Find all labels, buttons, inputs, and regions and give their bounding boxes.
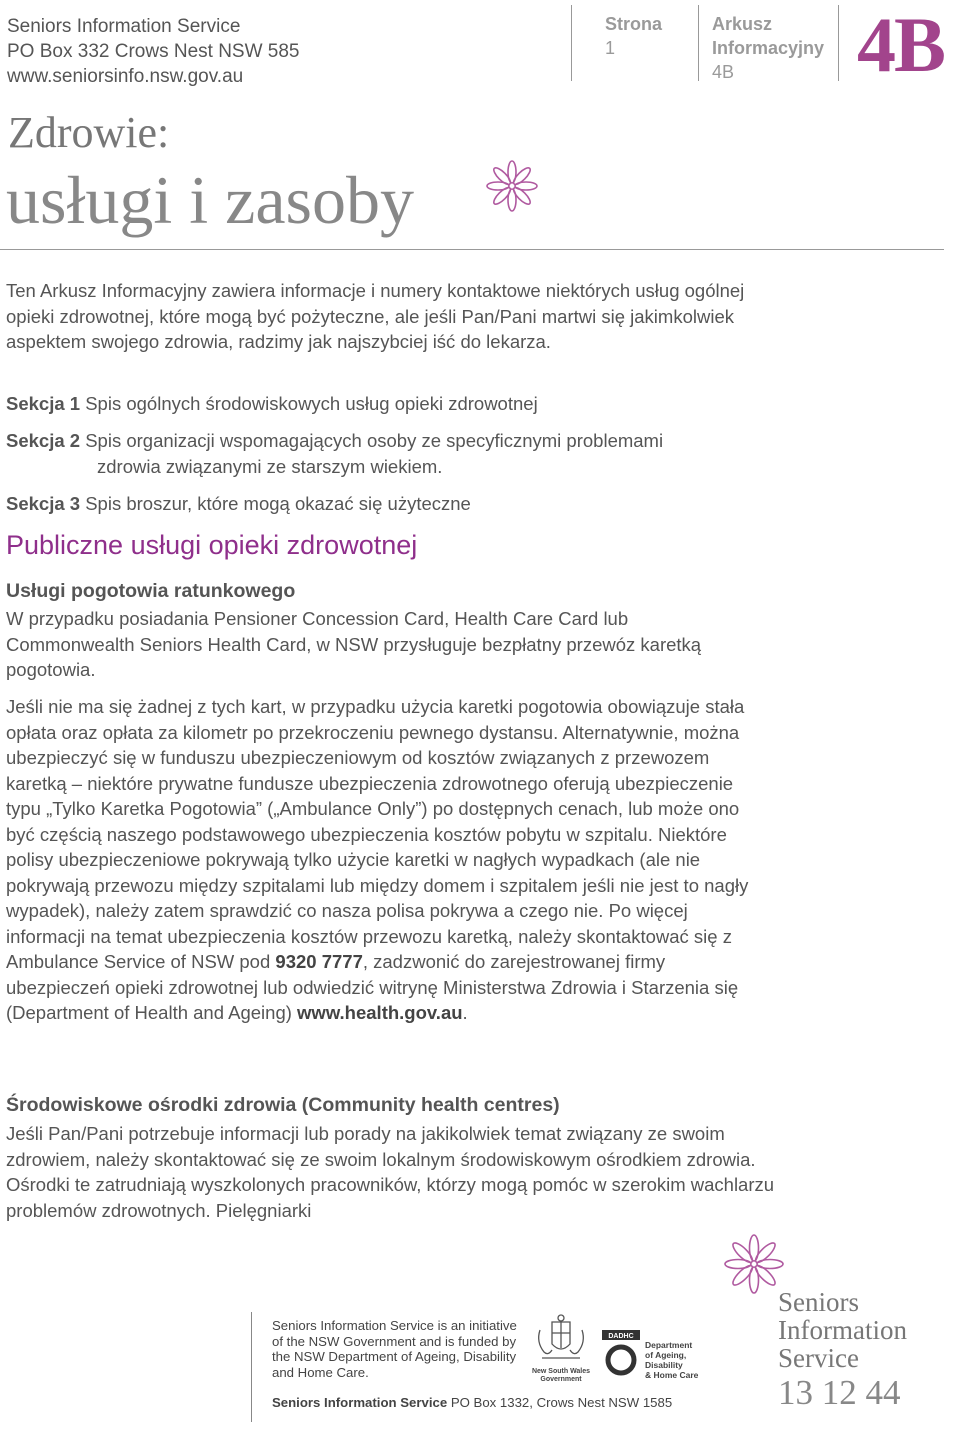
sis-flower-logo-icon [722, 1232, 786, 1296]
dadhc-line: & Home Care [645, 1370, 699, 1380]
footer-address-org: Seniors Information Service [272, 1395, 448, 1410]
page-indicator [605, 12, 662, 60]
org-address: PO Box 332 Crows Nest NSW 585 [7, 41, 300, 62]
sheet-label-2: Informacyjny [712, 38, 825, 58]
footer-initiative: Seniors Information Service is an initiative of the NSW Government and is funded by the NSW Department of Ageing, Disability and Home Care. [272, 1318, 517, 1380]
header-divider [698, 5, 699, 81]
title-rule [0, 249, 944, 250]
health-website-link[interactable]: www.health.gov.au [297, 1002, 463, 1023]
dadhc-name [645, 1340, 698, 1380]
ambulance-text-c: . [462, 1002, 468, 1023]
ambulance-phone: 9320 7777 [275, 951, 363, 972]
section-label: Sekcja 1 [6, 393, 81, 414]
section-item [6, 428, 663, 479]
section-text: Spis organizacji wspomagających osoby ze specyficznymi problemami [85, 430, 664, 451]
ambulance-paragraph-2 [6, 694, 766, 1026]
page-number: 1 [605, 38, 616, 58]
dadhc-line: Disability [645, 1360, 683, 1370]
section-label: Sekcja 3 [6, 493, 81, 514]
sheet-code: 4B [712, 62, 735, 82]
community-heading: Środowiskowe ośrodki zdrowia (Community health centres) [6, 1094, 560, 1116]
page-title-line1: Zdrowie: [8, 108, 170, 157]
dadhc-line: of Ageing, [645, 1350, 687, 1360]
dadhc-logo-icon [600, 1330, 642, 1380]
dadhc-line: Department [645, 1340, 693, 1350]
org-website[interactable]: www.seniorsinfo.nsw.gov.au [7, 66, 244, 87]
nsw-coat-of-arms-icon [530, 1312, 592, 1368]
ambulance-text-b: , zadzwonić do zarejestrowanej firmy ubezpieczeń opieki zdrowotnej lub odwiedzić witrynę Ministerstwa Zdrowia i Starzenia się (Department of Health and Ageing) [6, 951, 739, 1023]
section-text-continued: zdrowia związanymi ze starszym wiekiem. [97, 455, 443, 477]
sheet-code-large: 4B [857, 1, 945, 88]
section-text: Spis ogólnych środowiskowych usług opieki zdrowotnej [85, 393, 538, 414]
org-name: Seniors Information Service [7, 16, 241, 37]
section-text: Spis broszur, które mogą okazać się użyteczne [85, 493, 471, 514]
ambulance-paragraph-1: W przypadku posiadania Pensioner Concession Card, Health Care Card lub Commonwealth Seniors Health Card, w NSW przysługuje bezpłatny przewóz karetką pogotowia. [6, 608, 702, 680]
sheet-label-1: Arkusz [712, 14, 773, 34]
footer-divider [251, 1312, 252, 1422]
sis-phone-number: 13 12 44 [778, 1373, 901, 1412]
flower-icon [484, 158, 540, 214]
header-divider [571, 5, 572, 81]
public-services-heading: Publiczne usługi opieki zdrowotnej [6, 530, 418, 560]
footer-address [272, 1395, 672, 1411]
ambulance-text-a: Jeśli nie ma się żadnej z tych kart, w przypadku użycia karetki pogotowia obowiązuje stała opłata oraz opłata za kilometr po przekroczeniu pewnego dystansu. Alternatywnie, można ubezpieczyć się w funduszu ubezpieczeniowym od kosztów związanych z przewozem karetką – niektóre prywatne fundusze ubezpieczenia zdrowotnego oferują ubezpieczenie typu „Tylko Karetka Pogotowia” („Ambulance Only”) po dostępnych cenach, lub może ono być częścią naszego podstawowego ubezpieczenia kosztów pobytu w szpitalu. Niektóre polisy ubezpieczeniowe pokrywają tylko użycie karetki w nagłych wypadkach (ale nie pokrywają przewozu między szpitalami lub między domem i szpitalem jeśli nie jest to nagły wypadek), należy zatem sprawdzić co nasza polisa pokrywa a czego nie. Po więcej informacji na temat ubezpieczenia kosztów przewozu karetką, należy skontaktować się z Ambulance Service of NSW pod [6, 696, 749, 972]
sis-logo-line: Information [778, 1315, 907, 1345]
nsw-caption: New South Wales Government [531, 1368, 591, 1383]
page-title-line2: usługi i zasoby [6, 162, 414, 238]
sis-logo-name [778, 1288, 907, 1372]
section-label: Sekcja 2 [6, 430, 81, 451]
sis-logo-line: Seniors [778, 1287, 859, 1317]
section-item [6, 391, 538, 417]
sheet-indicator [712, 12, 824, 84]
page-label: Strona [605, 14, 663, 34]
community-paragraph: Jeśli Pan/Pani potrzebuje informacji lub porady na jakikolwiek temat związany ze swoim zdrowiem, należy skontaktować się ze swoim lokalnym środowiskowym ośrodkiem zdrowia. Ośrodki te zatrudniają wyszkolonych pracowników, którzy mogą pomóc w szerokim wachlarzu problemów zdrowotnych. Pielęgniarki [6, 1123, 775, 1221]
header-organization [7, 14, 300, 89]
dadhc-label: DADHC [608, 1333, 634, 1340]
header-divider [838, 5, 839, 81]
sis-logo-line: Service [778, 1343, 859, 1373]
ambulance-heading: Usługi pogotowia ratunkowego [6, 580, 296, 602]
intro-paragraph: Ten Arkusz Informacyjny zawiera informacje i numery kontaktowe niektórych usług ogólnej opieki zdrowotnej, które mogą być pożyteczne, ale jeśli Pan/Pani martwi się jakimkolwiek aspektem swojego zdrowia, radzimy jak najszybciej iść do lekarza. [6, 280, 745, 352]
section-item [6, 491, 471, 517]
footer-address-rest: PO Box 1332, Crows Nest NSW 1585 [447, 1395, 673, 1410]
